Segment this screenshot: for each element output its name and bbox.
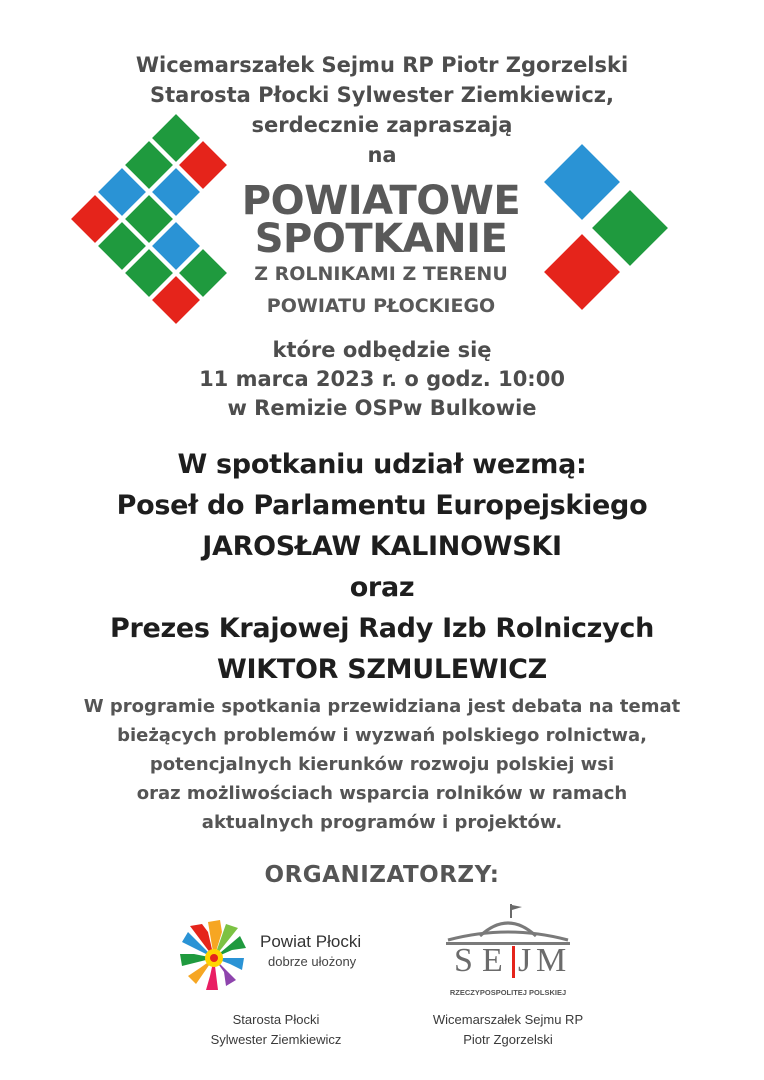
event-title <box>226 178 536 320</box>
guests-block <box>0 444 764 690</box>
left-organizer-caption <box>176 1010 376 1050</box>
event-date: 11 marca 2023 r. o godz. 10:00 <box>199 367 565 391</box>
right-diamond-decoration <box>540 140 675 315</box>
sejm-letter-j: J <box>518 942 532 979</box>
powiat-logo-tagline: dobrze ułożony <box>268 954 357 969</box>
program-line-4: oraz możliwościach wsparcia rolników w ramach <box>136 783 628 804</box>
intro-line-3: serdecznie zapraszają <box>251 113 513 137</box>
event-details <box>0 336 764 423</box>
title-line-3: Z ROLNIKAMI Z TERENU <box>254 263 508 285</box>
guests-heading: W spotkaniu udział wezmą: <box>177 449 587 480</box>
guest-1-role: Poseł do Parlamentu Europejskiego <box>116 490 648 521</box>
intro-line-2: Starosta Płocki Sylwester Ziemkiewicz, <box>150 83 614 107</box>
right-caption-line-1: Wicemarszałek Sejmu RP <box>432 1012 584 1027</box>
program-line-5: aktualnych programów i projektów. <box>201 812 563 833</box>
sejm-logo <box>440 902 576 1002</box>
sejm-red-bar <box>512 946 515 978</box>
program-line-2: bieżących problemów i wyzwań polskiego rolnictwa, <box>117 725 647 746</box>
guests-conjunction: oraz <box>349 572 415 603</box>
sejm-letter-m: M <box>536 942 567 979</box>
title-line-1: POWIATOWE <box>241 178 521 224</box>
powiat-plocki-logo <box>178 918 378 998</box>
right-organizer-caption <box>408 1010 608 1050</box>
powiat-logo-name: Powiat Płocki <box>260 932 362 951</box>
left-caption-line-1: Starosta Płocki <box>232 1012 320 1027</box>
powiat-puzzle-icon <box>178 918 250 998</box>
guest-2-role: Prezes Krajowej Rady Izb Rolniczych <box>109 613 655 644</box>
right-caption-line-2: Piotr Zgorzelski <box>463 1032 553 1047</box>
program-line-1: W programie spotkania przewidziana jest debata na temat <box>83 696 681 717</box>
program-description <box>0 692 764 837</box>
title-line-4: POWIATU PŁOCKIEGO <box>266 295 496 317</box>
sejm-letter-e: E <box>482 942 503 979</box>
sejm-logo-subtitle: RZECZYPOSPOLITEJ POLSKIEJ <box>449 988 567 997</box>
intro-line-1: Wicemarszałek Sejmu RP Piotr Zgorzelski <box>135 53 629 77</box>
left-diamond-decoration <box>66 112 231 332</box>
event-line-1: które odbędzie się <box>272 338 492 362</box>
intro-line-4: na <box>367 143 397 167</box>
sejm-letter-s: S <box>454 942 473 979</box>
guest-2-name: WIKTOR SZMULEWICZ <box>217 654 547 685</box>
sejm-letters <box>446 942 570 982</box>
event-location: w Remizie OSPw Bulkowie <box>227 396 537 420</box>
organizers-heading: ORGANIZATORZY: <box>264 862 500 888</box>
left-caption-line-2: Sylwester Ziemkiewicz <box>210 1032 342 1047</box>
guest-1-name: JAROSŁAW KALINOWSKI <box>202 531 562 562</box>
program-line-3: potencjalnych kierunków rozwoju polskiej wsi <box>149 754 615 775</box>
title-line-2: SPOTKANIE <box>254 216 508 262</box>
